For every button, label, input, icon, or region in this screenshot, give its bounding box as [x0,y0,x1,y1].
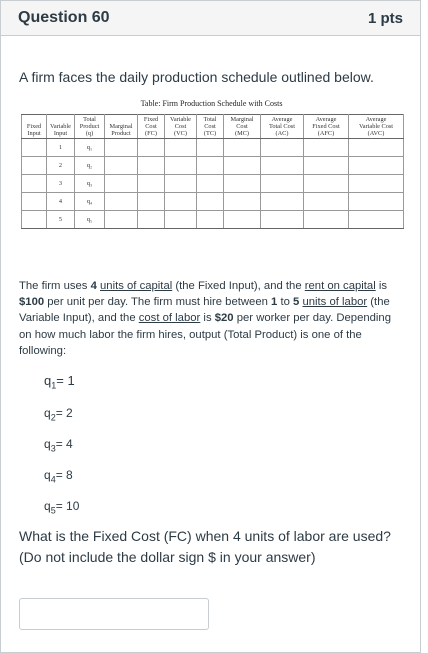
table-cell [22,175,47,193]
table-cell [165,157,197,175]
output-q4 [44,468,73,484]
table-cell [304,211,349,229]
table-header-cell [138,115,165,139]
table-cell: q₂ [75,157,105,175]
header-line: Product [79,123,100,130]
output-q3 [44,437,73,453]
production-schedule-table [21,114,404,229]
header-line: Average [271,116,293,123]
table-cell: q₅ [75,211,105,229]
table-header-cell [304,115,349,139]
table-cell [349,175,404,193]
table-row [22,211,404,229]
table-cell [105,139,138,157]
header-line: Cost [145,123,157,130]
table-cell [349,157,404,175]
q-sub: 3 [50,443,56,454]
desc-text: is [200,312,215,325]
table-cell [261,139,304,157]
table-cell [138,139,165,157]
rent-on-capital-link[interactable]: rent on capital [304,280,376,292]
table-header-cell [197,115,224,139]
question-intro: A firm faces the daily production schedule outlined below. [19,69,374,85]
q-sub: 2 [50,412,56,423]
header-line: Total [203,116,217,123]
capital-units-number: 4 [90,280,97,292]
header-line: (MC) [235,130,249,137]
table-header-cell [47,115,75,139]
table-cell [304,175,349,193]
q-label: q [44,437,51,451]
table-cell [349,193,404,211]
answer-input[interactable] [19,598,209,630]
table-cell: q₁ [75,139,105,157]
rent-value: $100 [19,296,45,309]
table-row [22,157,404,175]
table-header-cell [349,115,404,139]
table-row [22,193,404,211]
desc-text: per unit per day. The firm must hire between [44,296,272,309]
q-sub: 4 [50,474,56,485]
table-cell [197,211,224,229]
q-label: q [44,406,51,420]
table-cell [224,139,261,157]
header-line: Variable [50,123,71,130]
table-cell [138,193,165,211]
table-cell [105,193,138,211]
table-cell [304,193,349,211]
table-cell [197,139,224,157]
desc-text: (the Variable Input), and the [19,296,390,325]
desc-text: The firm uses [19,280,91,292]
q-value: = 1 [56,373,75,388]
table-cell [165,193,197,211]
q-sub: 5 [50,505,56,516]
table-cell [349,139,404,157]
labor-range-low: 1 [271,296,278,309]
header-line: Marginal [109,123,133,130]
question-header [1,1,420,36]
cost-of-labor-link[interactable]: cost of labor [138,312,201,325]
table-header-cell [224,115,261,139]
header-line: Fixed [143,116,159,123]
table-header-cell [22,115,47,139]
header-line: Input [53,130,68,137]
header-line: Variable Cost [358,123,394,130]
header-line: Average [315,116,337,123]
table-cell [304,157,349,175]
table-cell [22,139,47,157]
header-line: Fixed [26,123,42,130]
q-label: q [44,499,51,513]
table-body [22,139,404,229]
table-cell [304,139,349,157]
table-cell [105,175,138,193]
production-table-image [21,114,403,229]
table-cell: 2 [47,157,75,175]
table-cell [105,157,138,175]
table-cell [105,211,138,229]
table-caption: Table: Firm Production Schedule with Costs [140,99,283,108]
desc-text: is [375,280,388,292]
table-cell [349,211,404,229]
table-cell [224,193,261,211]
header-line: Input [27,130,41,137]
q-value: = 8 [55,468,73,482]
table-cell [224,211,261,229]
header-line: Average [365,116,387,123]
table-cell: 4 [47,193,75,211]
table-cell: q₃ [75,175,105,193]
question-title: Question 60 [18,9,110,26]
header-line: Total [83,116,96,123]
table-cell: 3 [47,175,75,193]
table-row [22,139,404,157]
table-cell [197,175,224,193]
header-line: Marginal [230,116,254,123]
table-cell [261,211,304,229]
header-line: Total Cost [269,123,295,130]
header-line: Cost [174,123,187,130]
header-line: (AC) [275,130,289,137]
table-cell [138,211,165,229]
table-cell: 5 [47,211,75,229]
table-cell [224,157,261,175]
table-header-cell [165,115,197,139]
labor-cost-value: $20 [214,312,234,325]
table-cell [165,139,197,157]
desc-text: (the Fixed Input), and the [172,280,305,292]
header-line: Cost [236,123,248,130]
header-line: (AFC) [317,130,335,137]
units-of-labor-link[interactable]: units of labor [302,296,368,309]
labor-range-high: 5 [293,296,300,309]
table-cell [165,175,197,193]
table-cell [197,193,224,211]
q-value: = 4 [55,437,73,451]
desc-text: to [277,296,294,309]
table-cell [261,175,304,193]
table-cell [22,211,47,229]
q-value: = 2 [55,406,73,420]
table-header-cell [75,115,105,139]
output-q1 [44,373,75,391]
header-line: Cost [204,123,216,130]
header-line: (AVC) [367,130,385,137]
question-points: 1 pts [367,9,403,27]
table-row [22,175,404,193]
table-header-cell [261,115,304,139]
q-label: q [44,373,52,388]
table-cell [224,175,261,193]
output-q5 [44,499,79,515]
table-cell [22,193,47,211]
table-cell [261,157,304,175]
q-label: q [44,468,51,482]
header-line: (VC) [174,130,187,137]
problem-description [19,278,399,359]
q-sub: 1 [51,380,57,391]
table-cell [165,211,197,229]
header-line: Product [111,130,131,137]
output-q2 [44,406,73,422]
q-value: = 10 [55,499,80,513]
desc-text: per worker per day. Depending on how much labor the firm hires, output (Total Product) is one of the following: [19,312,391,357]
table-header-cell [105,115,138,139]
table-cell [22,157,47,175]
header-line: (FC) [145,130,157,137]
header-line: Fixed Cost [312,123,340,130]
table-cell [138,157,165,175]
header-line: (TC) [203,130,217,137]
table-cell [138,175,165,193]
table-cell: q₄ [75,193,105,211]
table-cell [261,193,304,211]
table-cell: 1 [47,139,75,157]
units-of-capital-link[interactable]: units of capital [100,280,173,292]
table-header-row [22,115,404,139]
question-prompt: What is the Fixed Cost (FC) when 4 units of labor are used? (Do not include the dollar sign $ in your answer) [19,528,391,565]
table-cell [197,157,224,175]
header-line: (q) [85,130,94,137]
header-line: Variable [170,116,191,123]
